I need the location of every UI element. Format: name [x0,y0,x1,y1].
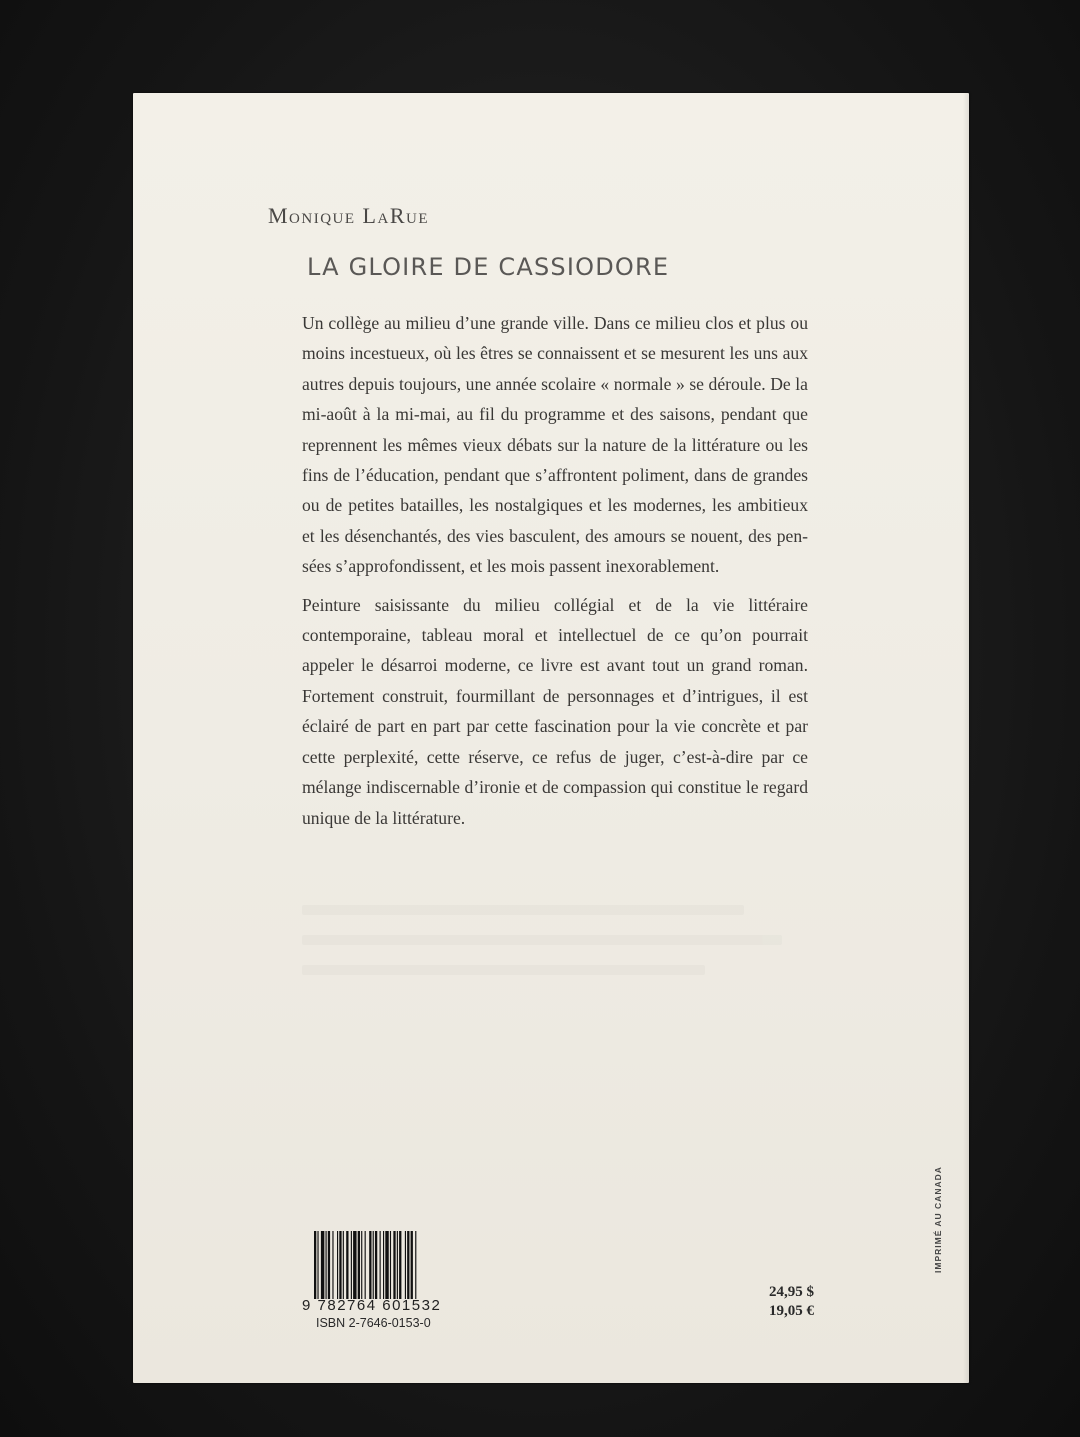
barcode-bar [326,1231,327,1299]
barcode-bar [351,1231,352,1299]
barcode-bar [373,1231,374,1299]
barcode-bar [383,1231,384,1299]
printed-in-canada-label: IMPRIMÉ AU CANADA [933,1166,943,1273]
barcode-block [302,1231,452,1330]
blurb-paragraph-2: Peinture saisissante du milieu collégial et de la vie littéraire contemporaine, tableau moral et intellectuel de ce qu’on pourrait appeler le désarroi moderne, ce livre est avant tout un grand roman. Fortement construit, fourmillant de personnages et d’intrigues, il est éclairé de part en part par cette fascination pour la vie concrète et par cette perplexité, cette réserve, ce refus de juger, c’est-à-dire par ce mélange indiscernable d’ironie et de compassion qui constitue le regard unique de la littérature. [302,594,808,828]
price-block [754,1283,814,1321]
barcode-bar [314,1231,316,1299]
barcode-bar [405,1231,406,1299]
price-eur: 19,05 € [769,1303,814,1319]
isbn-number: ISBN 2-7646-0153-0 [316,1316,431,1330]
book-back-cover [133,93,969,1383]
barcode-bar [369,1231,371,1299]
barcode-bar [346,1231,348,1299]
barcode-bar [353,1231,356,1299]
barcode-bar [332,1231,333,1299]
barcode-bar [407,1231,409,1299]
barcode-image [314,1231,456,1299]
barcode-bar [365,1231,366,1299]
barcode-bar [358,1231,360,1299]
barcode-bar [385,1231,388,1299]
price-cad: 24,95 $ [769,1284,814,1300]
blurb-paragraph-1: Un collège au milieu d’une grande ville. Dans ce milieu clos et plus ou moins incestueux, où les êtres se connaissent et se mesurent les uns aux autres depuis toujours, une année scolaire « normale » se déroule. De la mi-août à la mi-mai, au fil du programme et des saisons, pendant que reprennent les mêmes vieux débats sur la nature de la littérature ou les fins de l’éducation, pendant que s’affrontent poliment, dans de grandes ou de petites batailles, les nostalgiques et les modernes, les ambitieux et les désenchantés, des vies basculent, des amours se nouent, des pensées s’approfondissent, et les mois passent inexorablement. [302,313,808,577]
barcode-bar [397,1231,398,1299]
barcode-bar [411,1231,413,1299]
barcode-bar [415,1231,416,1299]
barcode-bar [393,1231,395,1299]
barcode-bar [317,1231,318,1299]
faint-show-through-text [302,905,782,995]
blurb-text [302,308,808,841]
barcode-bar [328,1231,330,1299]
book-title: LA GLOIRE DE CASSIODORE [307,253,670,281]
barcode-bar [375,1231,377,1299]
barcode-bar [399,1231,401,1299]
barcode-bar [343,1231,344,1299]
barcode-bar [337,1231,338,1299]
barcode-bar [361,1231,362,1299]
barcode-bar [339,1231,341,1299]
author-name: Monique LaRue [268,203,429,228]
barcode-bar [390,1231,391,1299]
barcode-digits: 9 782764 601532 [302,1297,442,1314]
cover-edge-shadow [963,93,969,1383]
barcode-bar [321,1231,324,1299]
barcode-bar [380,1231,381,1299]
